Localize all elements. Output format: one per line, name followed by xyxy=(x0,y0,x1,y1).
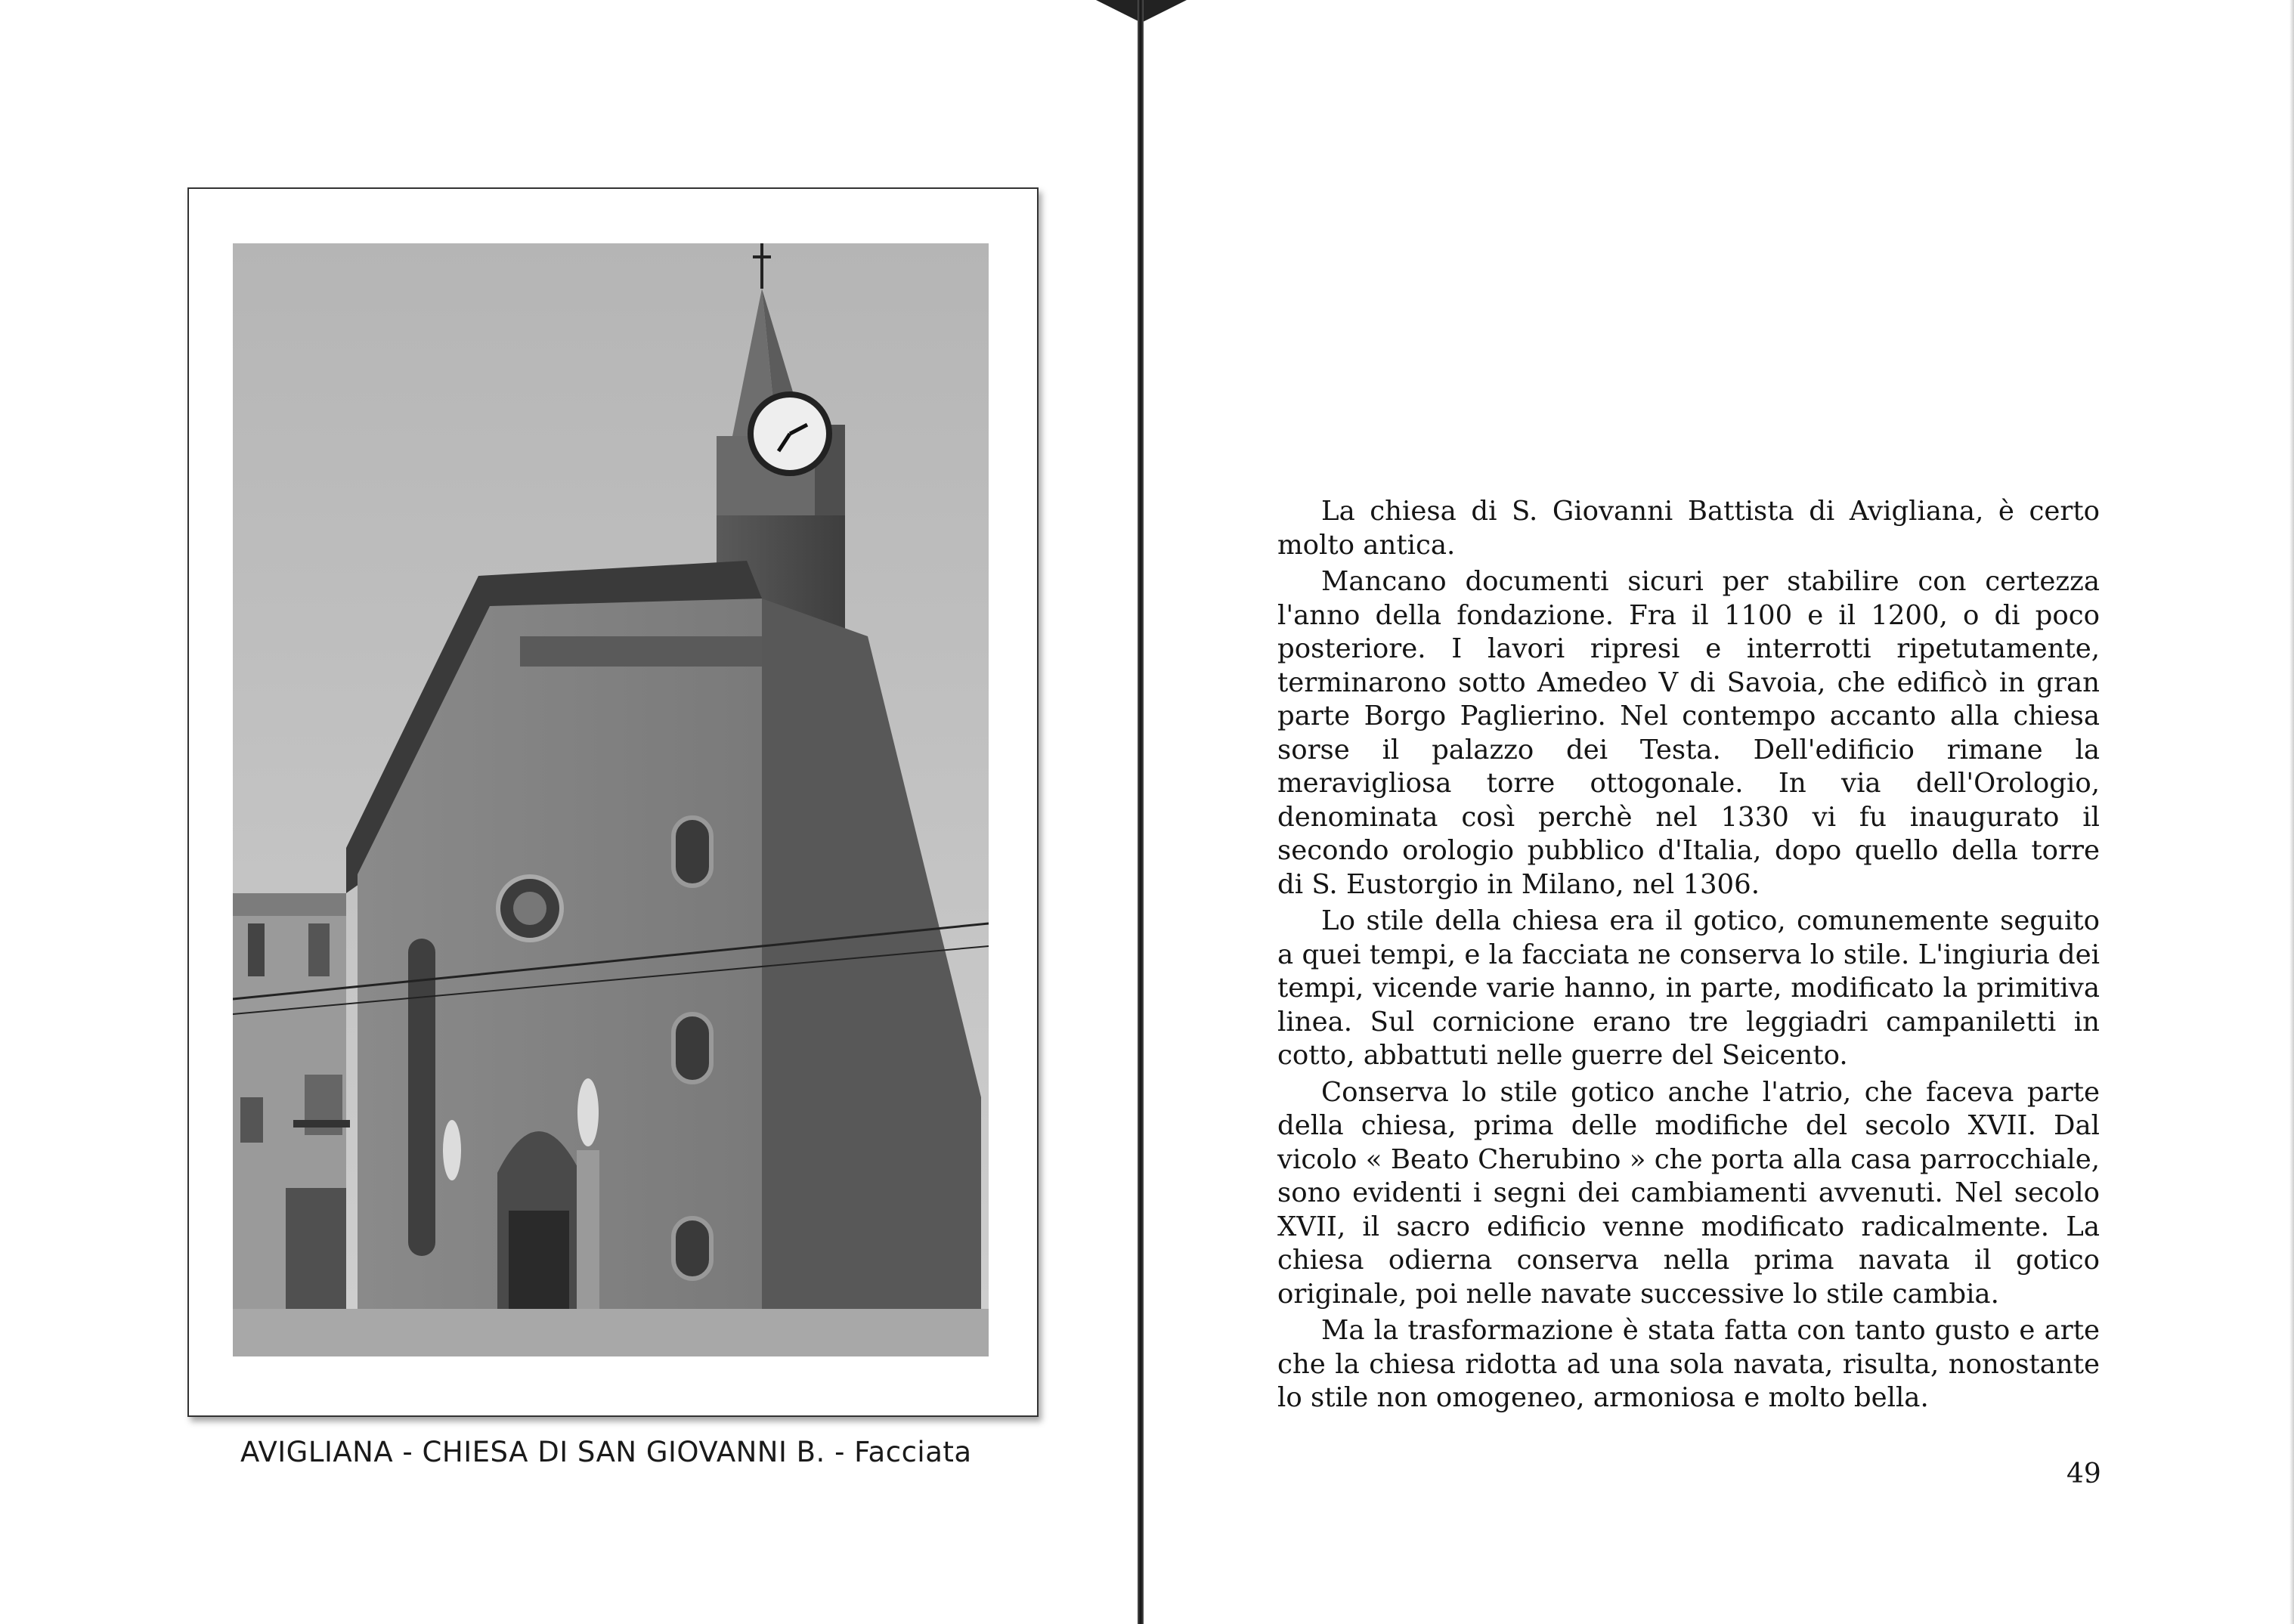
paragraph: Lo stile della chiesa era il gotico, comunemente seguito a quei tempi, e la facciata ne conserva lo stile. L'ingiuria dei tempi, vicende varie hanno, in parte, modificato la primitiva linea. Sul cornicione erano tre leggiadri campaniletti in cotto, abbattuti nelle guerre del Seicento. xyxy=(1277,905,2100,1071)
photo-frame xyxy=(187,187,1039,1417)
page-edge xyxy=(2289,0,2294,1624)
book-spine xyxy=(1138,0,1144,1624)
paragraph: Ma la trasformazione è stata fatta con tanto gusto e arte che la chiesa ridotta ad una sola navata, risulta, nonostante lo stile non omogeneo, armoniosa e molto bella. xyxy=(1277,1315,2100,1413)
page-number: 49 xyxy=(2066,1459,2101,1489)
body-text xyxy=(1277,495,2100,1418)
church-facade-illustration xyxy=(233,243,989,1356)
photo-caption: AVIGLIANA - CHIESA DI SAN GIOVANNI B. - Facciata xyxy=(240,1436,972,1468)
paragraph: Conserva lo stile gotico anche l'atrio, che faceva parte della chiesa, prima delle modifiche del secolo XVII. Dal vicolo « Beato Cherubino » che porta alla casa parrocchiale, sono evidenti i segni dei cambiamenti avvenuti. Nel secolo XVII, il sacro edificio venne modificato radicalmente. La chiesa odierna conserva nella prima navata il gotico originale, poi nelle navate successive lo stile cambia. xyxy=(1277,1076,2100,1310)
paragraph: La chiesa di S. Giovanni Battista di Avigliana, è certo molto antica. xyxy=(1277,496,2100,561)
church-photo xyxy=(233,243,989,1356)
paragraph: Mancano documenti sicuri per stabilire con certezza l'anno della fondazione. Fra il 1100 e il 1200, o di poco posteriore. I lavori ripresi e interrotti ripetutamente, terminarono sotto Amedeo V di Savoia, che edificò in gran parte Borgo Paglierino. Nel contempo accanto alla chiesa sorse il palazzo dei Testa. Dell'edificio rimane la meravigliosa torre ottogonale. In via dell'Orologio, denominata così perchè nel 1330 vi fu inaugurato il secondo orologio pubblico d'Italia, dopo quello della torre di S. Eustorgio in Milano, nel 1306. xyxy=(1277,566,2100,900)
